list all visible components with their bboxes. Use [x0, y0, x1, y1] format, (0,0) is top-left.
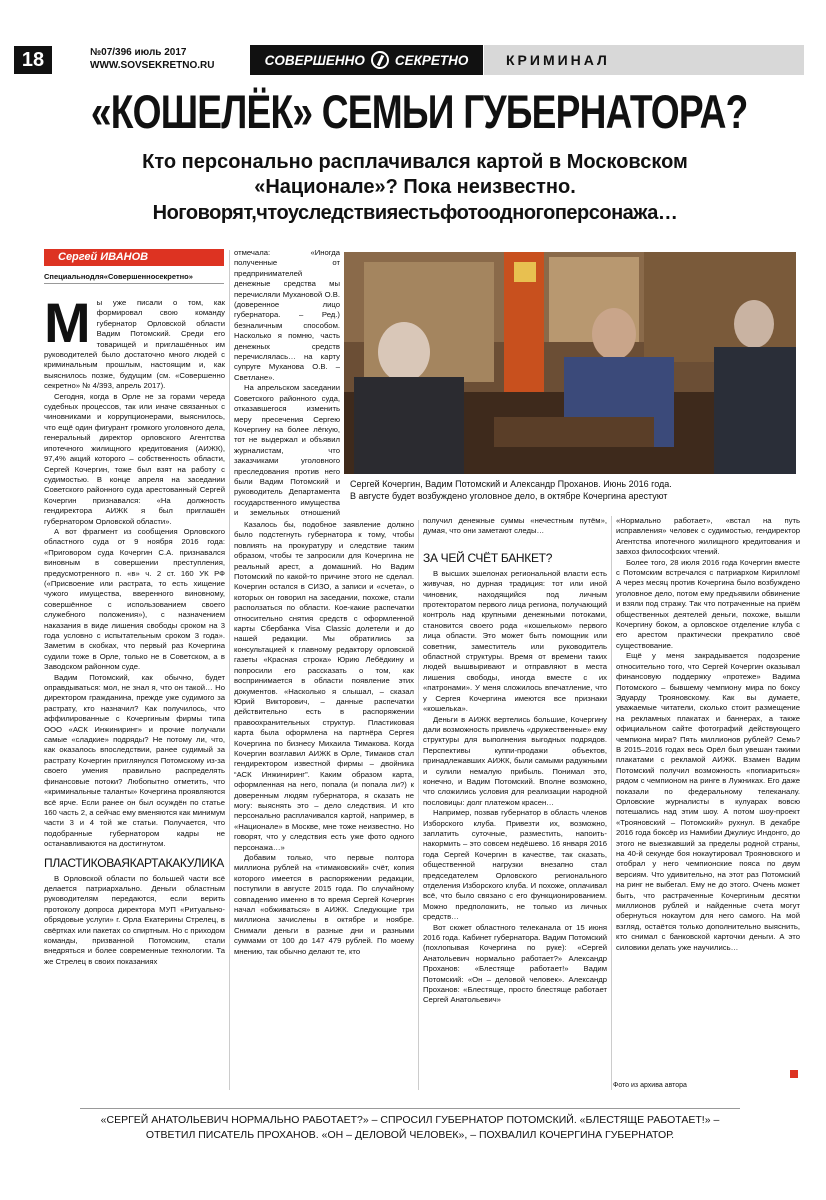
crosshead-banquet: ЗА ЧЕЙ СЧЁТ БАНКЕТ? — [423, 550, 553, 565]
end-mark — [790, 1070, 798, 1078]
logo-word-left: СОВЕРШЕННО — [264, 52, 365, 68]
subtitle-line-1: Кто персонально расплачивался картой в Московском — [142, 151, 688, 173]
article-column-2-top — [234, 248, 340, 518]
logo-pen-icon — [371, 51, 389, 69]
logo-word-right: СЕКРЕТНО — [394, 52, 469, 68]
paragraph: В Орловской области по большей части всё делается патриархально. Деньги областным руководителям передаются, если верить протоколу допроса директора МУП «Ритуально-обрядовые услуги» г. Орла Екатерины Стрелец, в свёртках или пакетах со спиртным. Но с приходом команды, призванной Потомским, стали внедряться и более современные технологии. Та же Стрелец в своих показаниях — [44, 873, 225, 966]
paragraph: Деньги в АИЖК вертелись большие, Кочергину дали возможность привлечь «дружественные» ему структуры для выполнения выгодных подрядов. Перспективы куппи-продажи объектов, принадлежавших АИЖК, были самыми радужными и сулили немалую прибыль. Понимал это, конечно, и Вадим Потомский. Вполне возможно, что сложились условия для реализации народной пословицы: долг платежом красен… — [423, 714, 607, 807]
article-column-1 — [44, 298, 225, 1098]
article-column-3 — [423, 516, 607, 1092]
headline: «КОШЕЛЁК» СЕМЬИ ГУБЕРНАТОРА? — [90, 85, 748, 138]
issue-info — [90, 46, 214, 72]
photo-meeting-illustration — [344, 252, 796, 474]
pull-quote — [80, 1108, 740, 1143]
paragraph: Казалось бы, подобное заявление должно было подстегнуть губернатора к тому, чтобы повлиять на прокуратуру и следствие таким образом, чтобы те запросили для Кочергина не реальный арест, а домашний. Но Вадим Потомский по какой-то причине этого не сделал. Кочергин остался в СИЗО, а записи и «счета», о которых он говорил на заседании, похоже, стали расползаться по области. Кое-какие распечатки относительно снятия средств с оформленной карты Сбербанка Visa Classic долетели и до нашей редакции. Мы обратились за консультацией к главному редактору орловской газеты «Красная строка» Юрию Лебёдкину и попросили его рассказать о том, как воспринимается в области появление этих документов. «Насколько я слышал, – сказал Юрий Викторович, – данные распечатки действительно есть в распоряжении правоохранительных структур. Пластиковая карта была оформлена на партнёра Сергея Кочергина по бизнесу Михаила Тимакова. Когда Кочергин возглавил АИЖК в Орле, Тимаков стал гендиректором известной фирмы – двойника “АСК Инжиниринг”. Каким образом карта, оформленная на него, попала (и попала ли?) к доверенным людям губернатора, я сказать не могу: выяснять это – дело следствия. И кто персонально расплачивался картой, например, в «Национале» в Москве, мне тоже неизвестно. Но говорят, что у следствия есть уже фото одного персонажа…» — [234, 520, 414, 852]
caption-line-1: Сергей Кочергин, Вадим Потомский и Александр Проханов. Июнь 2016 года. — [350, 479, 672, 489]
paragraph: В высших эшелонах региональной власти есть живучая, но дурная традиция: тот или иной чиновник, находящийся под личным протекторатом первого лица региона, получающий контроль над крупными денежными потоками, становится своего рода «кошельком» первого лица области. Это может быть помощник или советник, заместитель или руководитель областной структуры. Время от времени таких людей вышвыривают и отправляют в места лишения свободы, иногда вместе с их «патронами». У меня сложилось впечатление, что у Сергея Кочергина имеются все признаки «кошелька». — [423, 568, 607, 714]
article-column-4 — [616, 516, 800, 1072]
page-number: 18 — [14, 46, 52, 74]
author-byline: Сергей ИВАНОВ — [44, 249, 224, 266]
paragraph: Более того, 28 июля 2016 года Кочергин вместе с Потомским встречался с патриархом Кириллом! А через месяц против Кочергина было возбуждено уголовное дело, потом ему предъявили обвинение и взяли под стражу. Так что потраченные на приём общественных деятелей деньги, похоже, вышли Кочергину боком, а орловское отделение клуба с его арестом практически прекратило своё существование. — [616, 557, 800, 650]
photo-caption — [350, 478, 800, 502]
paragraph: Ещё у меня закрадывается подозрение относительно того, что Сергей Кочергин оказывал финансовую поддержку «протеже» Вадима Потомского – бывшему чемпиону мира по боксу Эдуарду Трояновскому. Как вы думаете, уважаемые читатели, сколько стоит размещение на рекламных плакатах и баннерах, а также официальном сайте фотографий действующего чемпиона мира? Пять миллионов рублей? Семь? В 2015–2016 годах весь Орёл был увешан такими плакатами с рекламой АИЖК. Взамен Вадим Потомский получил возможность «попиариться» рядом с чемпионом на ринге в Лужниках. Его даже показали по федеральному телеканалу. Орловские журналисты в кулуарах вовсю потешались над этим шоу. А потом шоу-проект «Трояновский – Потомский» рухнул. В декабре 2016 года боксёр из Намибии Джулиус Индонго, до этого не выезжавший за пределы родной страны, на 40-й секунде боя нокаутировал Трояновского и отобрал у него чемпионские пояса по двум версиям. Что удивительно, на этот раз Потомский на ринг не выбегал. Ему не до этого. Очень может быть, что растраченные Кочергиным десятки миллионов рублей и найденные счета могут обернуться нокаутом для него самого. На мой взгляд, остаётся только дополнительно выяснить, кто снимал с банковской карточки деньги. А это силовики делать уже научились… — [616, 651, 800, 952]
section-rubric: КРИМИНАЛ — [484, 45, 804, 75]
subtitle-line-3: Ноговорят,чтоуследствияестьфотоодногоперсонажа… — [152, 202, 678, 224]
paragraph: получил денежные суммы «нечестным путём», думая, что они заметают следы… — [423, 516, 607, 536]
article-photo — [344, 252, 796, 474]
crosshead-plastic-card: ПЛАСТИКОВАЯКАРТАКАКУЛИКА — [44, 855, 224, 870]
paragraph: «Нормально работает», «встал на путь исправления» человек с судимостью, гендиректор Агентства ипотечного жилищного кредитования и завхоз философских чтений. — [616, 516, 800, 557]
issue-number: №07/396 июль 2017 — [90, 47, 187, 58]
paragraph: Добавим только, что первые полтора миллиона рублей на «тимаковский» счёт, копия которого имеется в распоряжении редакции, поступили в августе 2015 года. По случайному совпадению именно в то время Сергей Кочергин начал «обживаться» в АИЖК. Следующие три миллиона зачислены в октябре и ноябре. Снимали деньги в разные дни и разными суммами от 100 до 147 479 рублей. По моему мнению, так обычно делают те, кто — [234, 853, 414, 956]
paragraph: А вот фрагмент из сообщения Орловского областного суда от 9 ноября 2016 года: «Приговором суда Кочергин С.А. признавался виновным в совершении преступления, предусмотренного п. «в» ч. 2 ст. 160 УК РФ («Присвоение или растрата, то есть хищение чужого имущества, вверенного виновному, совершённое с использованием своего служебного положения»), с назначением наказания в виде лишения свободы сроком на 3 года условно с испытательным сроком 3 года». Заметим в скобках, что первый раз Кочергина судили тоже в Орле, только не в Советском, а в Заводском районном суде. — [44, 526, 225, 672]
pull-quote-line-1: «СЕРГЕЙ АНАТОЛЬЕВИЧ НОРМАЛЬНО РАБОТАЕТ?» – СПРОСИЛ ГУБЕРНАТОР ПОТОМСКИЙ. «БЛЕСТЯЩЕ РАБОТАЕТ!» – — [100, 1114, 720, 1126]
photo-credit: Фото из архива автора — [613, 1082, 687, 1089]
paragraph: Сегодня, когда в Орле не за горами череда судебных процессов, так или иначе связанных с чиновниками и коррупционерами, выяснилось, что ещё один фигурант громкого уголовного дела, генеральный директор орловского Агентства ипотечного жилищного кредитования (АИЖК), 97,4% акций которого – собственность области, Сергей Кочергин, тоже был взят на работу с судимостью. В конце апреля на заседании Советского районного суда арестованный Сергей Кочергин признавался: «На должность гендиректора АИЖК я был приглашён губернатором Орловской области». — [44, 391, 225, 526]
author-role: Специальнодля«Совершенносекретно» — [44, 272, 224, 284]
site-url[interactable]: WWW.SOVSEKRETNO.RU — [90, 60, 215, 71]
pull-quote-line-2: ОТВЕТИЛ ПИСАТЕЛЬ ПРОХАНОВ. «ОН – ДЕЛОВОЙ ЧЕЛОВЕК», – ПОХВАЛИЛ КОЧЕРГИНА ГУБЕРНАТОР. — [145, 1129, 675, 1141]
drop-cap: М — [44, 298, 91, 354]
article-column-2 — [234, 520, 414, 1092]
paragraph: Вадим Потомский, как обычно, будет оправдываться: мол, не знал я, что он такой… Но директором гражданина, прежде уже судимого за растрату, кто назначил? Как получилось, что аффилированные с Кочергиным фирмы типа ООО «АСК Инжиниринг» и прочие получали самые «сладкие» подряды? Не потому ли, что, как оказалось впоследствии, ранее судимый за растрату Кочергин приглянулся Потомскому из-за своего умения правильно распределять финансовые потоки? Любопытно отметить, что «криминальные таланты» Кочергина проявляются всё ярче. Если ранее он был осуждён по статье 160 часть 2, а сейчас ему вменяются как минимум части 3 и 4 той же статьи. Получается, что подобранные губернатором кадры не останавливаются на достигнутом. — [44, 672, 225, 849]
paragraph: ы уже писали о том, как формировал свою команду губернатор Орловской области Вадим Потомский. Среди его товарищей и приглашённых им руководителей было достаточно много людей с криминальным прошлым, настоящим и, как выяснилось позже, будущим (см. «Совершенно секретно» № 4/393, апрель 2017). — [44, 298, 225, 391]
paragraph: отмечала: «Иногда полученные от предпринимателей денежные средства мы перечисляли Мухановой О.В. (доверенное лицо губернатора. – Ред.) безналичным способом. Насколько я помню, часть денежных средств перечислялась… на карту супруге Муханова О.В. – Светлане». — [234, 248, 340, 382]
caption-line-2: В августе будет возбуждено уголовное дело, в октябре Кочергина арестуют — [350, 491, 668, 501]
paragraph: Например, позвав губернатор в область членов Изборского клуба. Привезти их, возможно, заплатить суточные, разместить, напоить-накормить – это совсем недёшево. 16 января 2016 года Сергей Кочергин в качестве, так сказать, общественной нагрузки внезапно стал председателем Орловского регионального отделения Изборского клуба. И похоже, оплачивал всё, что было связано с его функционированием. Можно предположить, не только из личных средств… — [423, 808, 607, 922]
subtitle-line-2: «Национале»? Пока неизвестно. — [254, 176, 576, 198]
paragraph: Вот сюжет областного телеканала от 15 июня 2016 года. Кабинет губернатора. Вадим Потомский (похлопывая Кочергина по руке): «Сергей Анатольевич нормально работает?» Александр Проханов: «Блестяще работает!» Вадим Потомский: «Он – деловой человек». Александр Проханов: «Блестяще, просто блестяще работает Сергей Анатольевич» — [423, 922, 607, 1005]
paragraph: На апрельском заседании Советского районного суда, отказавшегося изменить меру пресечения Сергею Кочергину на более лёгкую, тот не выдержал и объявил журналистам, что заказчиками уголовного преследования против него были Вадим Потомский и руководитель Департамента государственного имущества и земельных отношений — [234, 383, 340, 518]
masthead-logo — [250, 45, 483, 75]
